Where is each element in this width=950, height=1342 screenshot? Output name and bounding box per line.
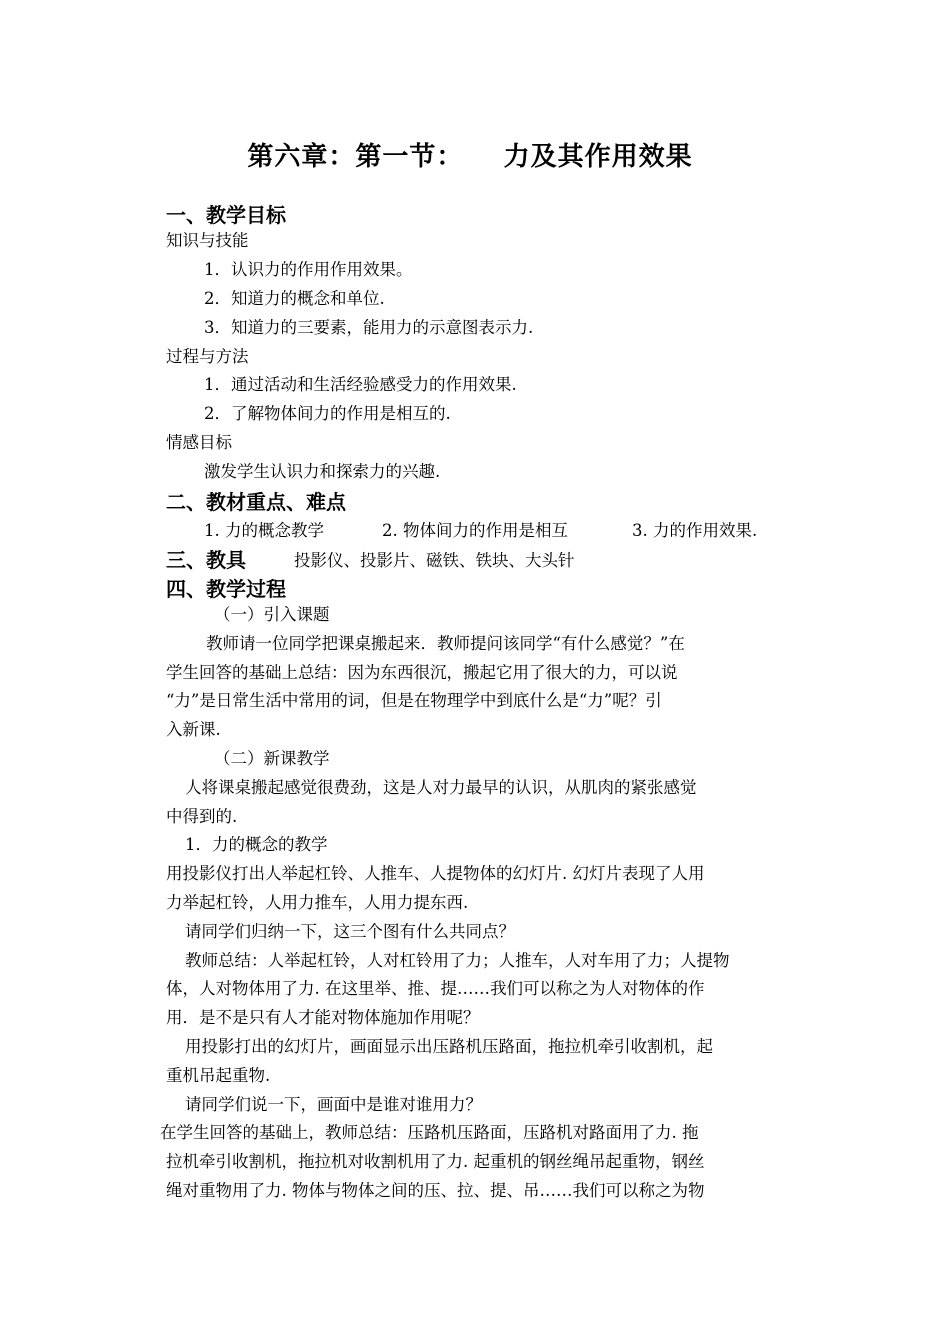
subsection-title-new-lesson: （二）新课教学 bbox=[214, 749, 330, 768]
paragraph-line: 人将课桌搬起感觉很费劲，这是人对力最早的认识，从肌肉的紧张感觉 bbox=[185, 778, 697, 797]
key-point-item: 2. 物体间力的作用是相互 bbox=[382, 521, 568, 540]
paragraph-line: 学生回答的基础上总结：因为东西很沉，搬起它用了很大的力，可以说 bbox=[166, 663, 678, 682]
paragraph-line: 请同学们归纳一下，这三个图有什么共同点？ bbox=[185, 922, 515, 941]
paragraph-line: 拉机牵引收割机，拖拉机对收割机用了力. 起重机的钢丝绳吊起重物，钢丝 bbox=[166, 1152, 705, 1171]
paragraph-line: 请同学们说一下，画面中是谁对谁用力？ bbox=[185, 1095, 482, 1114]
subsection-title-introduction: （一）引入课题 bbox=[214, 605, 330, 624]
paragraph-line: 重机吊起重物. bbox=[166, 1066, 271, 1085]
numbered-topic-force-concept: 1．力的概念的教学 bbox=[185, 835, 328, 854]
page-title: 第六章：第一节： 力及其作用效果 bbox=[247, 142, 693, 172]
paragraph-line: 在学生回答的基础上，教师总结：压路机压路面，压路机对路面用了力. 拖 bbox=[160, 1123, 699, 1142]
section-heading-teaching-aids: 三、教具 bbox=[166, 548, 246, 572]
objective-item: 2．了解物体间力的作用是相互的. bbox=[204, 404, 451, 423]
paragraph-line: “力”是日常生活中常用的词，但是在物理学中到底什么是“力”呢？引 bbox=[166, 691, 662, 710]
section-heading-objectives: 一、教学目标 bbox=[166, 203, 286, 227]
objective-item: 2．知道力的概念和单位. bbox=[204, 289, 385, 308]
paragraph-line: 教师总结：人举起杠铃，人对杠铃用了力；人推车，人对车用了力；人提物 bbox=[185, 951, 730, 970]
subheading-process-method: 过程与方法 bbox=[166, 347, 249, 366]
paragraph-line: 力举起杠铃，人用力推车，人用力提东西. bbox=[166, 893, 469, 912]
paragraph-line: 绳对重物用了力. 物体与物体之间的压、拉、提、吊……我们可以称之为物 bbox=[166, 1181, 705, 1200]
paragraph-line: 入新课. bbox=[166, 720, 221, 739]
subheading-emotion-goals: 情感目标 bbox=[166, 433, 232, 452]
paragraph-line: 用投影仪打出人举起杠铃、人推车、人提物体的幻灯片. 幻灯片表现了人用 bbox=[166, 864, 705, 883]
objective-item: 1．认识力的作用作用效果。 bbox=[204, 260, 413, 279]
teaching-aids-list: 投影仪、投影片、磁铁、铁块、大头针 bbox=[294, 551, 575, 570]
paragraph-line: 体，人对物体用了力. 在这里举、推、提……我们可以称之为人对物体的作 bbox=[166, 979, 705, 998]
paragraph-line: 用投影打出的幻灯片，画面显示出压路机压路面，拖拉机牵引收割机，起 bbox=[185, 1037, 713, 1056]
paragraph-line: 用．是不是只有人才能对物体施加作用呢？ bbox=[166, 1008, 480, 1027]
objective-item: 1．通过活动和生活经验感受力的作用效果. bbox=[204, 375, 517, 394]
subheading-knowledge-skills: 知识与技能 bbox=[166, 231, 249, 250]
section-heading-key-points: 二、教材重点、难点 bbox=[166, 490, 346, 514]
section-heading-teaching-process: 四、教学过程 bbox=[166, 577, 286, 601]
objective-item: 3．知道力的三要素，能用力的示意图表示力. bbox=[204, 318, 534, 337]
objective-item: 激发学生认识力和探索力的兴趣. bbox=[204, 462, 441, 481]
key-point-item: 3. 力的作用效果. bbox=[632, 521, 758, 540]
key-point-item: 1. 力的概念教学 bbox=[204, 521, 324, 540]
paragraph-line: 教师请一位同学把课桌搬起来．教师提问该同学“有什么感觉？”在 bbox=[206, 634, 685, 653]
paragraph-line: 中得到的. bbox=[166, 807, 238, 826]
